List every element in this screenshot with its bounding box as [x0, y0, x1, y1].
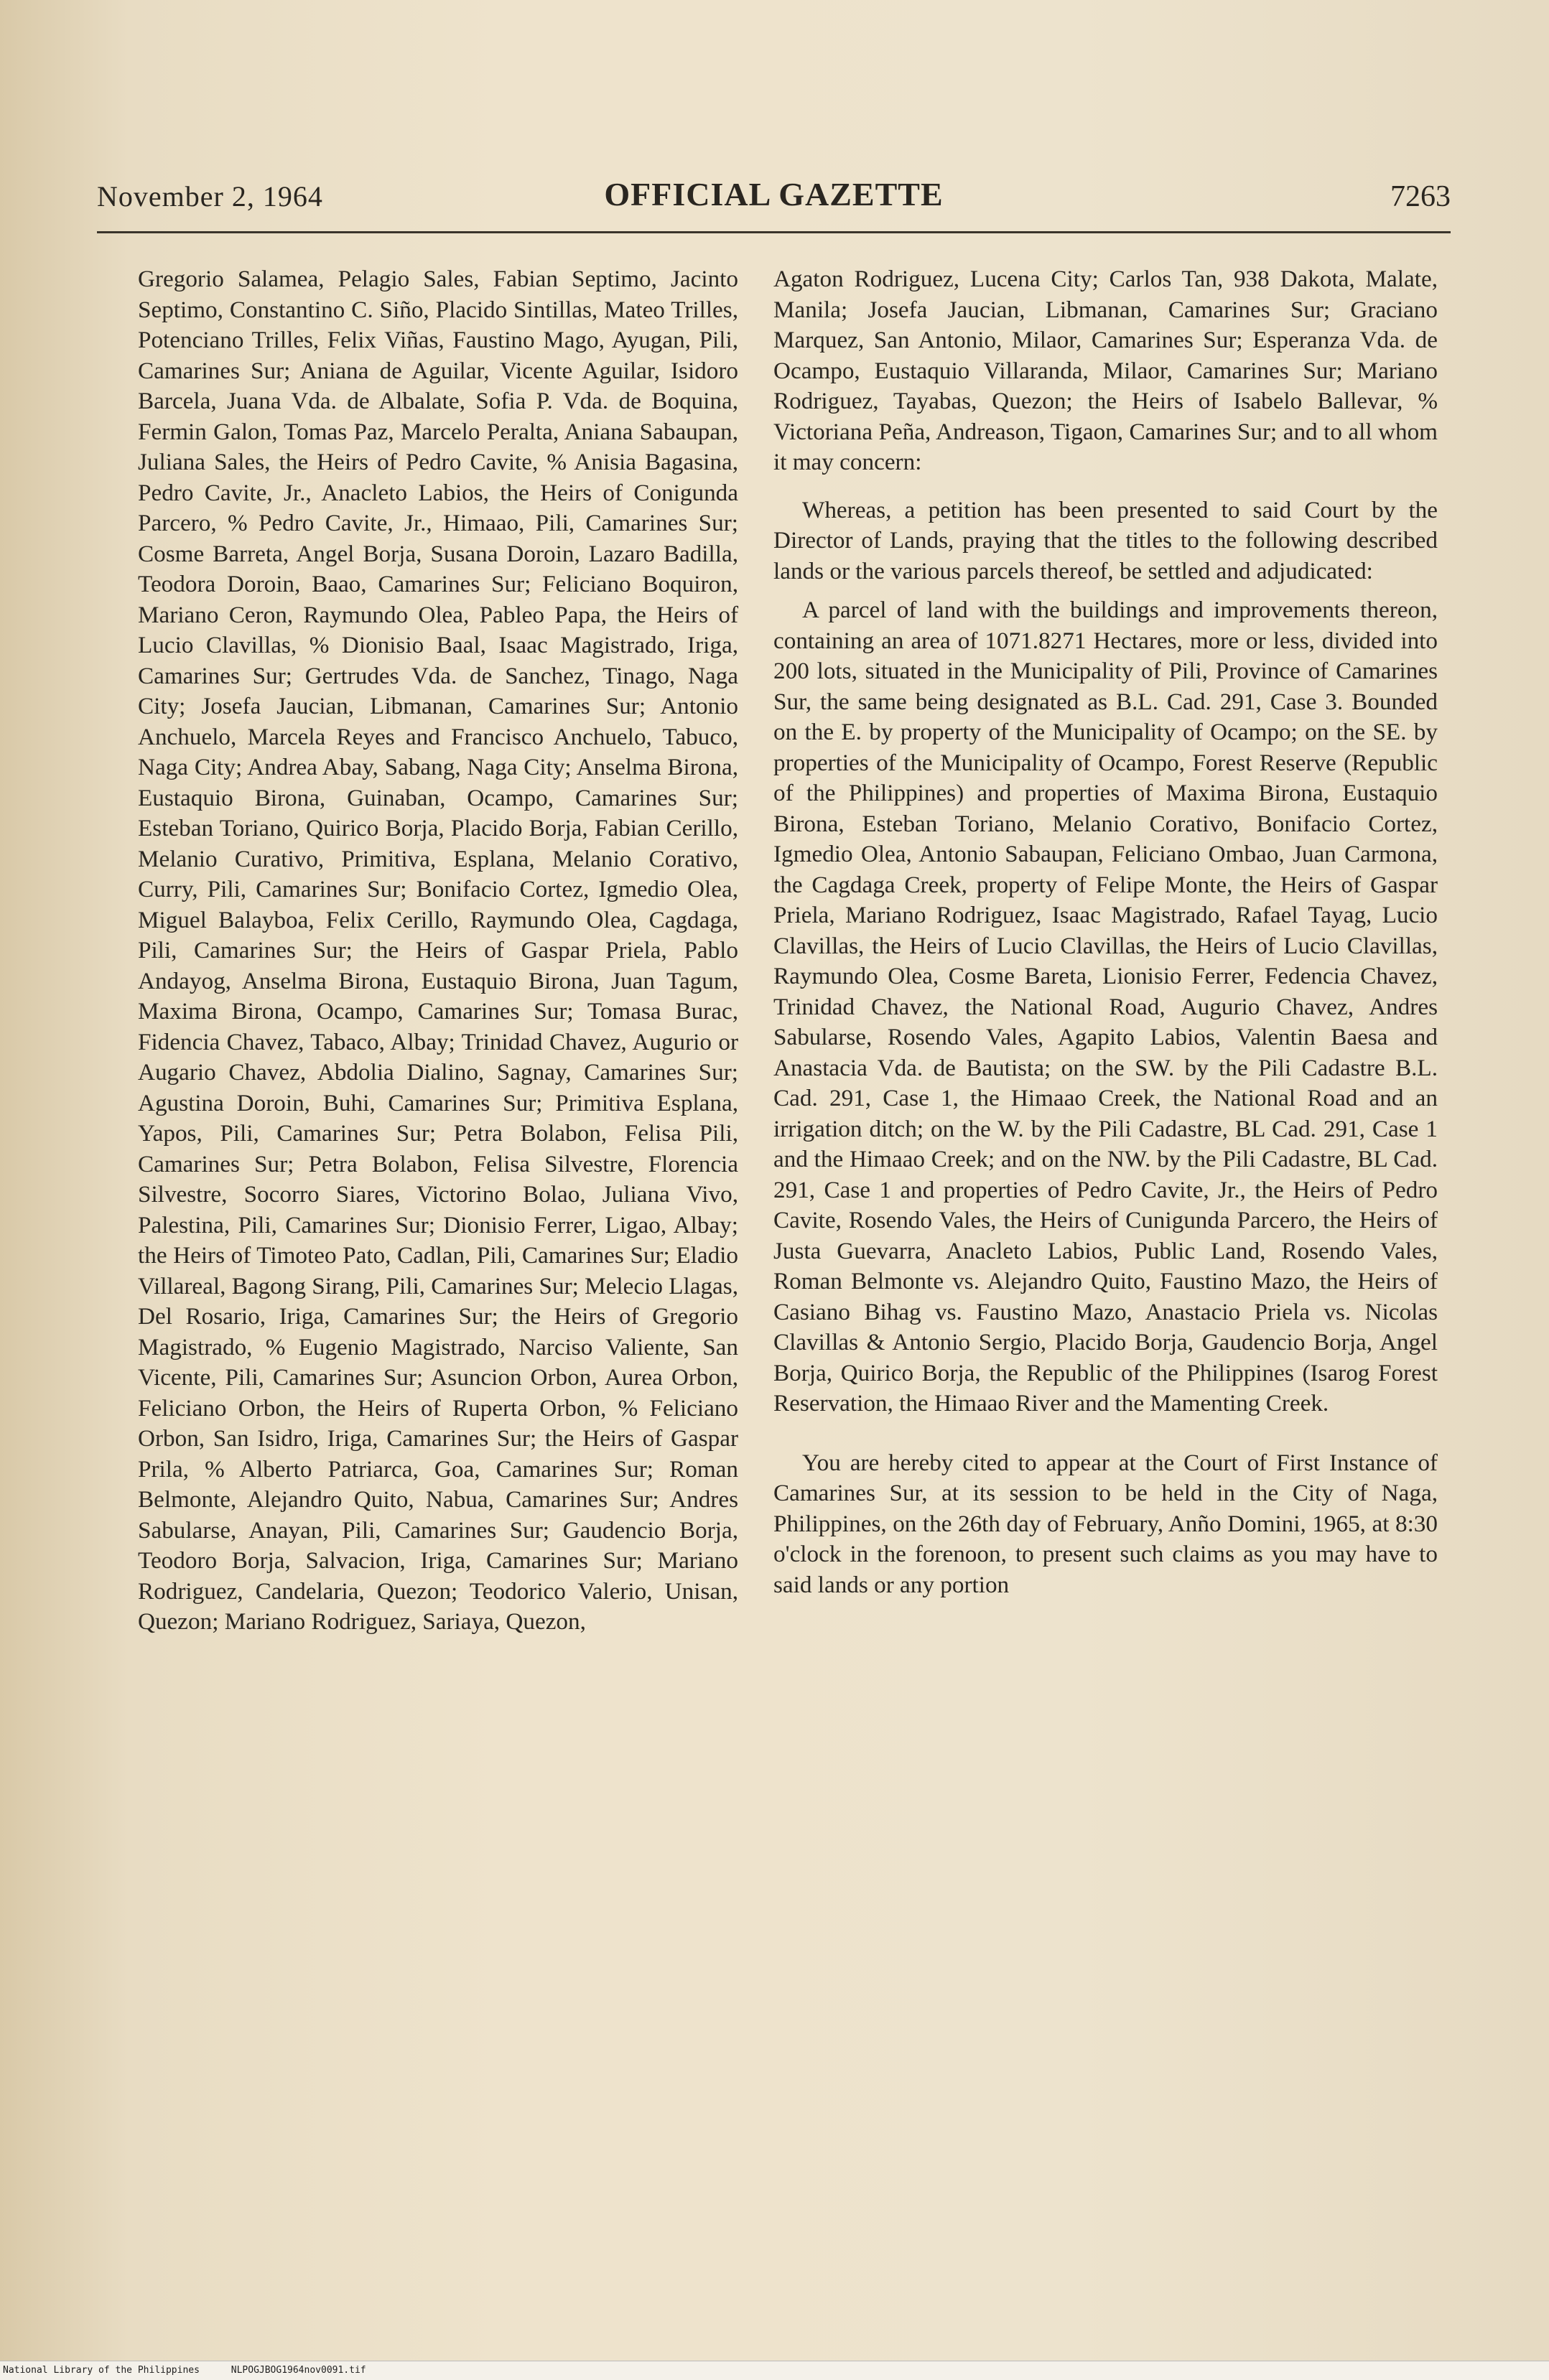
footer-filename: NLPOGJBOG1964nov0091.tif	[231, 2365, 366, 2376]
issue-date: November 2, 1964	[97, 180, 323, 213]
citation-paragraph: You are hereby cited to appear at the Court of First Instance of Camarines Sur, at its session to be held in the City of Naga, Philippines, on the 26th day of February, Anño Domini, 1965, at 8:30 o'clock in the forenoon, to present such claims as you may have to said lands or any portion	[773, 1449, 1438, 1598]
land-description-paragraph: A parcel of land with the buildings and improvements thereon, containing an area of 1071.8271 Hectares, more or less, divided into 200 lots, situated in the Municipality of Pili, Province of Camarines Sur, the same being designated as B.L. Cad. 291, Case 3. Bounded on the E. by property of the Municipality of Ocampo; on the SE. by properties of the Municipality of Ocampo, Forest Reserve (Republic of the Philippines) and properties of Maxima Birona, Eustaquio Birona, Esteban Toriano, Melanio Corativo, Bonifacio Cortez, Igmedio Olea, Antonio Sabaupan, Feliciano Ombao, Juan Carmona, the Cagdaga Creek, property of Felipe Monte, the Heirs of Gaspar Priela, Mariano Rodriguez, Isaac Magistrado, Rafael Tayag, Lucio Clavillas, the Heirs of Lucio Clavillas, the Heirs of Lucio Clavillas, Raymundo Olea, Cosme Bareta, Lionisio Ferrer, Fedencia Chavez, Trinidad Chavez, the National Road, Augurio Chavez, Andres Sabularse, Rosendo Vales, Agapito Labios, Valentin Baesa and Anastacia Vda. de Bautista; on the SW. by the Pili Cadastre B.L. Cad. 291, Case 1, the Himaao Creek, the National Road and an irrigation ditch; on the W. by the Pili Cadastre, BL Cad. 291, Case 1 and the Himaao Creek; and on the NW. by the Pili Cadastre, BL Cad. 291, Case 1 and properties of Pedro Cavite, Jr., the Heirs of Pedro Cavite, Rosendo Vales, the Heirs of Cunigunda Parcero, the Heirs of Justa Guevarra, Anacleto Labios, Public Land, Rosendo Vales, Roman Belmonte vs. Alejandro Quito, Faustino Mazo, the Heirs of Casiano Bihag vs. Faustino Mazo, Anastacio Priela vs. Nicolas Clavillas & Antonio Sergio, Placido Borja, Gaudencio Borja, Angel Borja, Quirico Borja, the Republic of the Philippines (Isarog Forest Reservation, the Himaao River and the Mamenting Creek.	[773, 597, 1438, 1417]
footer-library: National Library of the Philippines	[3, 2365, 200, 2376]
whereas-paragraph: Whereas, a petition has been presented to said Court by the Director of Lands, praying that the titles to the following described lands or the various parcels thereof, be settled and adjudicated:	[773, 496, 1438, 584]
left-column-text: Gregorio Salamea, Pelagio Sales, Fabian Septimo, Jacinto Septimo, Constantino C. Siño, Placido Sintillas, Mateo Trilles, Potenciano Trilles, Felix Viñas, Faustino Mago, Ayugan, Pili, Camarines Sur; Aniana de Aguilar, Vicente Aguilar, Isidoro Barcela, Juana Vda. de Albalate, Sofia P. Vda. de Boquina, Fermin Galon, Tomas Paz, Marcelo Peralta, Aniana Sabaupan, Juliana Sales, the Heirs of Pedro Cavite, % Anisia Bagasina, Pedro Cavite, Jr., Anacleto Labios, the Heirs of Conigunda Parcero, % Pedro Cavite, Jr., Himaao, Pili, Camarines Sur; Cosme Barreta, Angel Borja, Susana Doroin, Lazaro Badilla, Teodora Doroin, Baao, Camarines Sur; Feliciano Boquiron, Mariano Ceron, Raymundo Olea, Pableo Papa, the Heirs of Lucio Clavillas, % Dionisio Baal, Isaac Magistrado, Iriga, Camarines Sur; Gertrudes Vda. de Sanchez, Tinago, Naga City; Josefa Jaucian, Libmanan, Camarines Sur; Antonio Anchuelo, Marcela Reyes and Francisco Anchuelo, Tabuco, Naga City; Andrea Abay, Sabang, Naga City; Anselma Birona, Eustaquio Birona, Guinaban, Ocampo, Camarines Sur; Esteban Toriano, Quirico Borja, Placido Borja, Fabian Cerillo, Melanio Curativo, Primitiva, Esplana, Melanio Corativo, Curry, Pili, Camarines Sur; Bonifacio Cortez, Igmedio Olea, Miguel Balayboa, Felix Cerillo, Raymundo Olea, Cagdaga, Pili, Camarines Sur; the Heirs of Gaspar Priela, Pablo Andayog, Anselma Birona, Eustaquio Birona, Juan Tagum, Maxima Birona, Ocampo, Camarines Sur; Tomasa Burac, Fidencia Chavez, Tabaco, Albay; Trinidad Chavez, Augurio or Augario Chavez, Abdolia Dialino, Sagnay, Camarines Sur; Agustina Doroin, Buhi, Camarines Sur; Primitiva Esplana, Yapos, Pili, Camarines Sur; Petra Bolabon, Felisa Pili, Camarines Sur; Petra Bolabon, Felisa Silvestre, Florencia Silvestre, Socorro Siares, Victorino Bolao, Juliana Vivo, Palestina, Pili, Camarines Sur; Dionisio Ferrer, Ligao, Albay; the Heirs of Timoteo Pato, Cadlan, Pili, Camarines Sur; Eladio Villareal, Bagong Sirang, Pili, Camarines Sur; Melecio Llagas, Del Rosario, Iriga, Camarines Sur; the Heirs of Gregorio Magistrado, % Eugenio Magistrado, Narciso Valiente, San Vicente, Pili, Camarines Sur; Asuncion Orbon, Aurea Orbon, Feliciano Orbon, the Heirs of Ruperta Orbon, % Feliciano Orbon, San Isidro, Iriga, Camarines Sur; the Heirs of Gaspar Prila, % Alberto Patriarca, Goa, Camarines Sur; Roman Belmonte, Alejandro Quito, Nabua, Camarines Sur; Andres Sabularse, Anayan, Pili, Camarines Sur; Gaudencio Borja, Teodoro Borja, Salvacion, Iriga, Camarines Sur; Mariano Rodriguez, Candelaria, Quezon; Teodorico Valerio, Unisan, Quezon; Mariano Rodriguez, Sariaya, Quezon,	[138, 266, 738, 1635]
addressee-list-continued: Agaton Rodriguez, Lucena City; Carlos Tan, 938 Dakota, Malate, Manila; Josefa Jaucian, Libmanan, Camarines Sur; Graciano Marquez, San Antonio, Milaor, Camarines Sur; Esperanza Vda. de Ocampo, Eustaquio Villaranda, Milaor, Camarines Sur; Mariano Rodriguez, Tayabas, Quezon; the Heirs of Isabelo Ballevar, % Victoriana Peña, Andreason, Tigaon, Camarines Sur; and to all whom it may concern:	[773, 266, 1438, 475]
page-number: 7263	[1390, 180, 1451, 213]
header-rule	[97, 231, 1451, 233]
page-header	[97, 172, 1451, 223]
left-column	[138, 264, 738, 1638]
publication-title: OFFICIAL GAZETTE	[604, 176, 944, 213]
scan-footer	[0, 2361, 1549, 2380]
right-column	[773, 264, 1438, 1600]
